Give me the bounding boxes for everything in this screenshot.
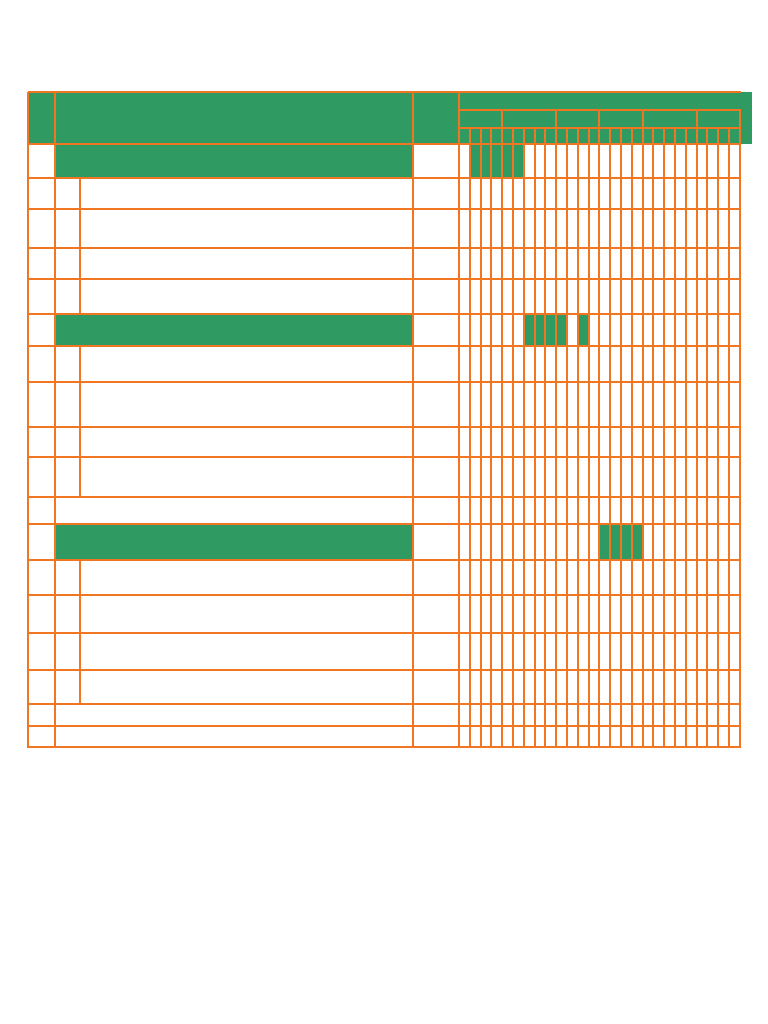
grid-row-7	[28, 381, 741, 383]
objective-number	[55, 209, 80, 248]
month-1	[459, 110, 502, 128]
grid-num-0-0	[79, 178, 81, 209]
objective-number	[55, 279, 80, 314]
grid-week-18	[652, 128, 654, 748]
grid-row-1	[28, 345, 741, 347]
objective-text	[80, 670, 409, 704]
month-4	[599, 110, 642, 128]
grid-left	[27, 92, 29, 748]
grid-week-15	[620, 128, 622, 748]
grid-week-19	[663, 128, 665, 748]
objective-number	[55, 633, 80, 670]
month-3	[556, 110, 599, 128]
grid-week-8	[544, 128, 546, 748]
grid-row-15	[28, 523, 741, 525]
grid-week-13	[598, 110, 600, 748]
grid-week-7	[534, 128, 536, 748]
objective-number	[55, 178, 80, 209]
chapter-title	[55, 144, 411, 178]
grid-week-1	[469, 128, 471, 748]
month-5	[643, 110, 697, 128]
grid-row-2	[28, 559, 741, 561]
grid-week-5	[512, 128, 514, 748]
jumlah-label	[55, 726, 357, 747]
grid-row-8	[28, 426, 741, 428]
grid-week-12	[588, 128, 590, 748]
grid-week-16	[631, 128, 633, 748]
grid-week-6	[523, 128, 525, 748]
week-highlight-1-1	[470, 144, 524, 178]
objective-text	[80, 248, 409, 279]
grid-week-2	[480, 128, 482, 748]
grid-num-0-3	[79, 279, 81, 314]
objective-text	[80, 209, 409, 248]
chapter-number	[28, 144, 55, 178]
week-highlight-2-2	[578, 314, 589, 346]
grid-week-25	[728, 128, 730, 748]
grid-week-24	[717, 128, 719, 748]
grid-week-9	[555, 110, 557, 748]
sumatif-akhir-label	[55, 704, 357, 726]
objective-number	[55, 427, 80, 457]
objective-text	[80, 633, 409, 670]
grid-num-1-1	[79, 382, 81, 427]
objective-number	[55, 382, 80, 427]
week-2	[470, 128, 481, 144]
chapter-title	[55, 314, 411, 346]
grid-row-16	[28, 725, 741, 727]
grid-week-21	[685, 128, 687, 748]
chapter-jp	[413, 524, 459, 560]
grid-num-2-1	[79, 595, 81, 633]
objective-number	[55, 248, 80, 279]
objective-text	[80, 178, 409, 209]
week-7	[524, 128, 535, 144]
grid-bab	[54, 92, 56, 748]
grid-num-1-3	[79, 457, 81, 497]
grid-num-2-3	[79, 670, 81, 704]
grid-week-26	[739, 110, 741, 748]
objective-number	[55, 457, 80, 497]
grid-row-3	[28, 208, 741, 210]
sumatif-tengah-label	[55, 497, 357, 524]
grid-top	[28, 91, 741, 93]
chapter-title	[55, 524, 411, 560]
objective-number	[55, 595, 80, 633]
grid-header-bottom	[28, 143, 741, 145]
grid-num-0-1	[79, 209, 81, 248]
month-6	[697, 110, 740, 128]
week-22	[686, 128, 697, 144]
grid-row-10	[28, 496, 741, 498]
objective-number	[55, 560, 80, 595]
grid-jp	[458, 92, 460, 748]
grid-week-10	[566, 128, 568, 748]
objective-text	[80, 382, 409, 427]
grid-week-14	[609, 128, 611, 748]
grid-num-0-2	[79, 248, 81, 279]
grid-week-23	[706, 128, 708, 748]
grid-week-3	[490, 128, 492, 748]
month-2	[502, 110, 556, 128]
grid-week-20	[674, 128, 676, 748]
objective-text	[80, 279, 409, 314]
schedule-table	[28, 92, 752, 748]
objective-number	[55, 346, 80, 382]
objective-text	[80, 457, 409, 497]
grid-num-2-2	[79, 633, 81, 670]
chapter-number	[28, 524, 55, 560]
objective-number	[55, 670, 80, 704]
grid-week-4	[501, 110, 503, 748]
week-12	[578, 128, 589, 144]
objective-text	[80, 427, 409, 457]
grid-row-0	[28, 177, 741, 179]
grid-num-1-2	[79, 427, 81, 457]
jumlah-value	[413, 726, 459, 747]
objective-text	[80, 560, 409, 595]
objective-text	[80, 346, 409, 382]
grid-row-6	[28, 313, 741, 315]
grid-row-13	[28, 669, 741, 671]
grid-row-11	[28, 594, 741, 596]
grid-week-17	[642, 110, 644, 748]
grid-row-4	[28, 247, 741, 249]
chapter-number	[28, 314, 55, 346]
grid-tujuan	[412, 92, 414, 748]
grid-row-9	[28, 456, 741, 458]
grid-num-2-0	[79, 560, 81, 595]
objective-text	[80, 595, 409, 633]
chapter-jp	[413, 144, 459, 178]
grid-row-5	[28, 278, 741, 280]
grid-week-11	[577, 128, 579, 748]
grid-row-17	[28, 746, 741, 748]
chapter-jp	[413, 314, 459, 346]
grid-week-22	[696, 110, 698, 748]
grid-num-1-0	[79, 346, 81, 382]
grid-row-14	[28, 703, 741, 705]
week-17	[632, 128, 643, 144]
grid-row-12	[28, 632, 741, 634]
